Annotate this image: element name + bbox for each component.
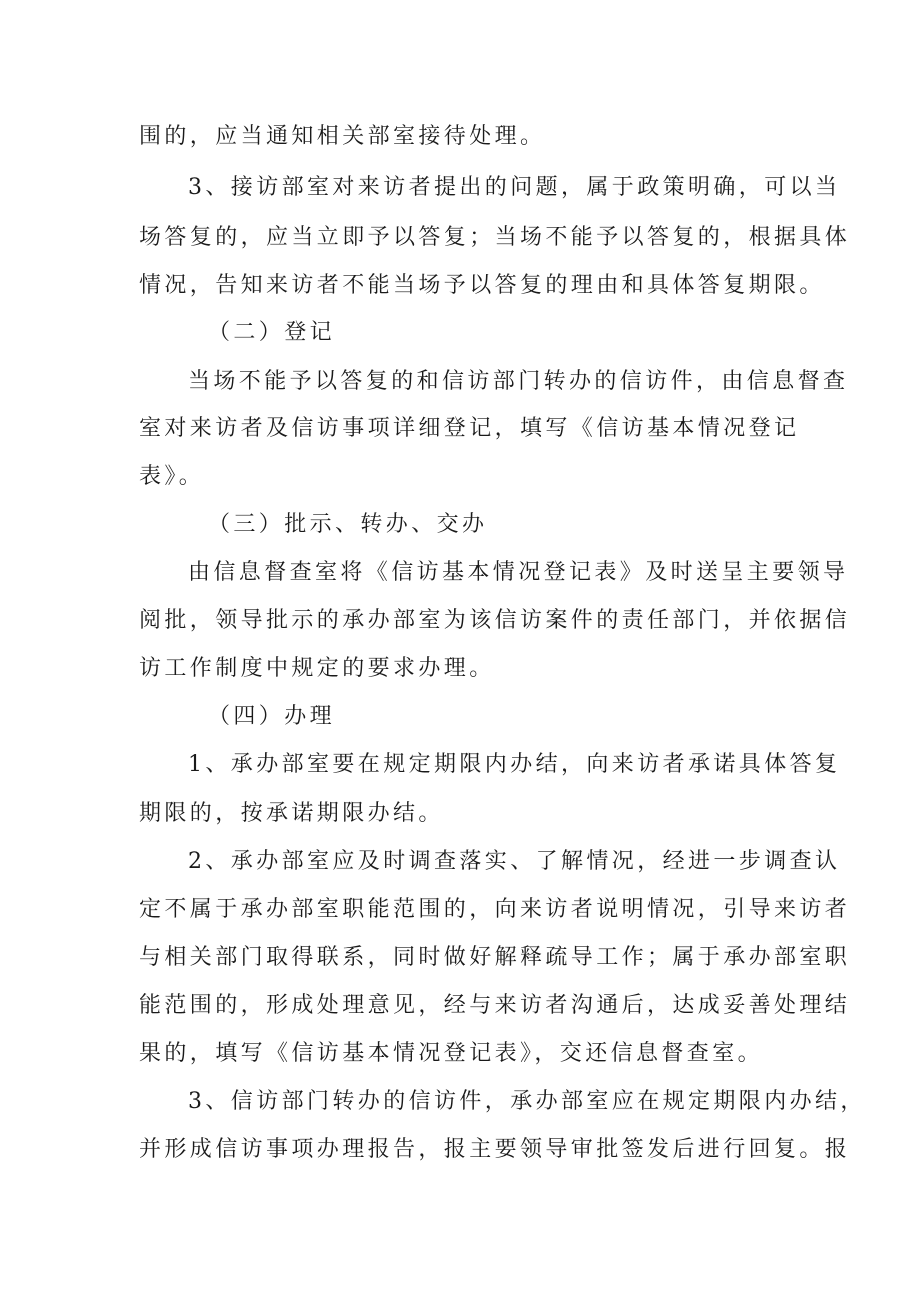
text-line: 由信息督查室将《信访基本情况登记表》及时送呈主要领导 [188,560,849,585]
text-line: 室对来访者及信访事项详细登记，填写《信访基本情况登记 [139,416,800,441]
text-line: 3、接访部室对来访者提出的问题，属于政策明确，可以当 [188,175,841,200]
text-line: 围的，应当通知相关部室接待处理。 [139,124,546,149]
section-heading: （三）批示、转办、交办 [208,512,488,537]
text-line: 与相关部门取得联系，同时做好解释疏导工作；属于承办部室职 [139,945,851,970]
section-heading: （二）登记 [208,320,336,345]
text-line: 2、承办部室应及时调查落实、了解情况，经进一步调查认 [188,849,841,874]
text-line: 1、承办部室要在规定期限内办结，向来访者承诺具体答复 [188,752,841,777]
text-line: 情况，告知来访者不能当场予以答复的理由和具体答复期限。 [139,273,825,298]
text-line: 场答复的，应当立即予以答复；当场不能予以答复的，根据具体 [139,225,851,250]
text-line: 果的，填写《信访基本情况登记表》，交还信息督查室。 [139,1041,764,1066]
text-line: 并形成信访事项办理报告，报主要领导审批签发后进行回复。报 [139,1137,851,1162]
text-line: 阅批，领导批示的承办部室为该信访案件的责任部门，并依据信 [139,608,851,633]
section-heading: （四）办理 [208,704,336,729]
text-line: 能范围的，形成处理意见，经与来访者沟通后，达成妥善处理结 [139,993,851,1018]
text-line: 表》。 [139,464,205,489]
text-line: 期限的，按承诺期限办结。 [139,801,444,826]
text-line: 定不属于承办部室职能范围的，向来访者说明情况，引导来访者 [139,897,851,922]
text-line: 当场不能予以答复的和信访部门转办的信访件，由信息督查 [188,369,849,394]
text-line: 3、信访部门转办的信访件，承办部室应在规定期限内办结， [188,1089,866,1114]
text-line: 访工作制度中规定的要求办理。 [139,656,495,681]
